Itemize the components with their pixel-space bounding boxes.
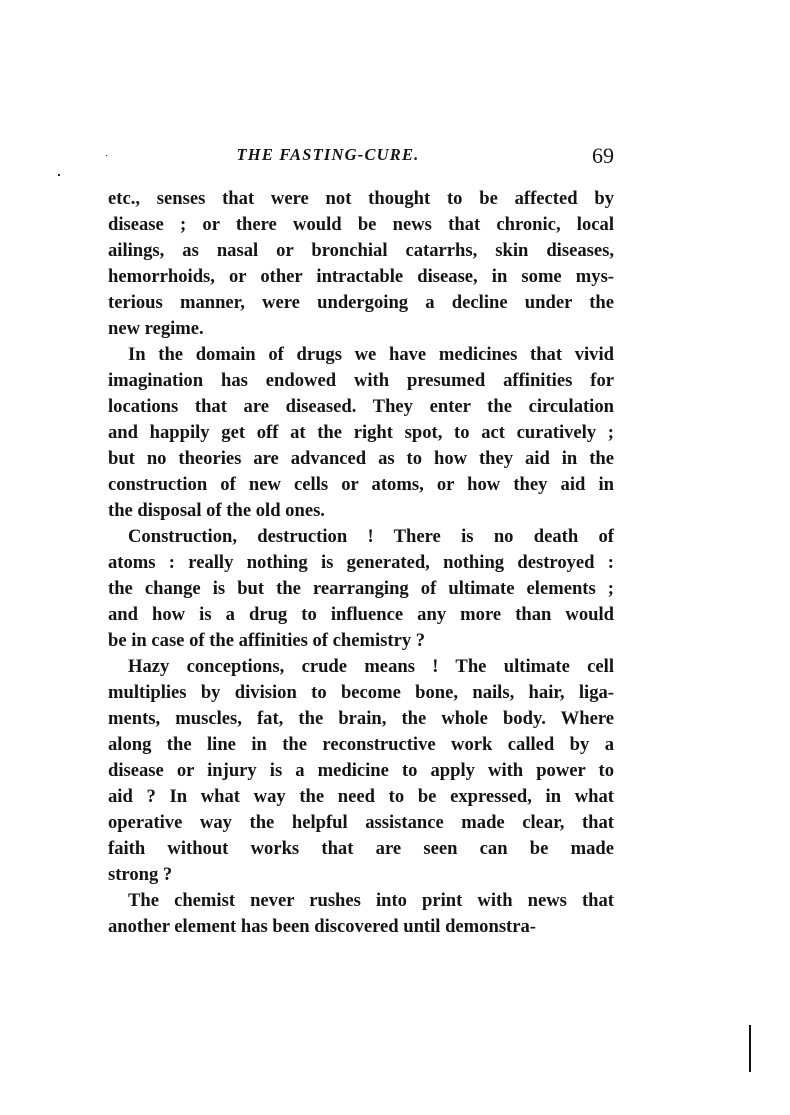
text-line: atoms : really nothing is generated, nothing destroyed : [108, 552, 614, 573]
paragraph [108, 888, 614, 940]
text-line: and happily get off at the right spot, to act curatively ; [108, 422, 614, 443]
text-line: hemorrhoids, or other intractable disease, in some mys- [108, 266, 614, 287]
text-line: multiplies by division to become bone, nails, hair, liga- [108, 682, 614, 703]
text-line: Construction, destruction ! There is no death of [128, 526, 614, 547]
margin-rule [749, 1025, 751, 1072]
text-line: strong ? [108, 864, 173, 885]
running-title: THE FASTING-CURE. [236, 145, 420, 164]
text-line: ments, muscles, fat, the brain, the whole body. Where [108, 708, 614, 729]
text-line: the change is but the rearranging of ultimate elements ; [108, 578, 614, 599]
body-text [108, 186, 614, 940]
text-line: the disposal of the old ones. [108, 500, 325, 521]
text-line: operative way the helpful assistance made clear, that [108, 812, 614, 833]
text-line: another element has been discovered until demonstra- [108, 916, 536, 937]
text-line: Hazy conceptions, crude means ! The ultimate cell [128, 656, 614, 677]
text-line: and how is a drug to influence any more than would [108, 604, 614, 625]
text-line: terious manner, were undergoing a decline under the [108, 292, 614, 313]
paragraph [108, 186, 614, 342]
text-line: along the line in the reconstructive work called by a [108, 734, 614, 755]
text-line: ailings, as nasal or bronchial catarrhs, skin diseases, [108, 240, 614, 261]
scan-speck [58, 174, 60, 176]
text-line: In the domain of drugs we have medicines that vivid [128, 344, 614, 365]
text-line: new regime. [108, 318, 204, 339]
running-head [108, 143, 614, 173]
text-line: imagination has endowed with presumed affinities for [108, 370, 614, 391]
text-line: etc., senses that were not thought to be affected by [108, 188, 614, 209]
text-line: locations that are diseased. They enter the circulation [108, 396, 614, 417]
paragraph [108, 342, 614, 524]
text-line: faith without works that are seen can be made [108, 838, 614, 859]
paragraph [108, 654, 614, 888]
text-line: construction of new cells or atoms, or how they aid in [108, 474, 614, 495]
text-line: disease ; or there would be news that chronic, local [108, 214, 614, 235]
page-number: 69 [592, 143, 614, 168]
scan-speck [106, 155, 107, 156]
text-line: aid ? In what way the need to be expressed, in what [108, 786, 614, 807]
text-line: disease or injury is a medicine to apply with power to [108, 760, 614, 781]
paragraph [108, 524, 614, 654]
text-line: but no theories are advanced as to how they aid in the [108, 448, 614, 469]
text-line: be in case of the affinities of chemistry ? [108, 630, 426, 651]
text-line: The chemist never rushes into print with news that [128, 890, 614, 911]
